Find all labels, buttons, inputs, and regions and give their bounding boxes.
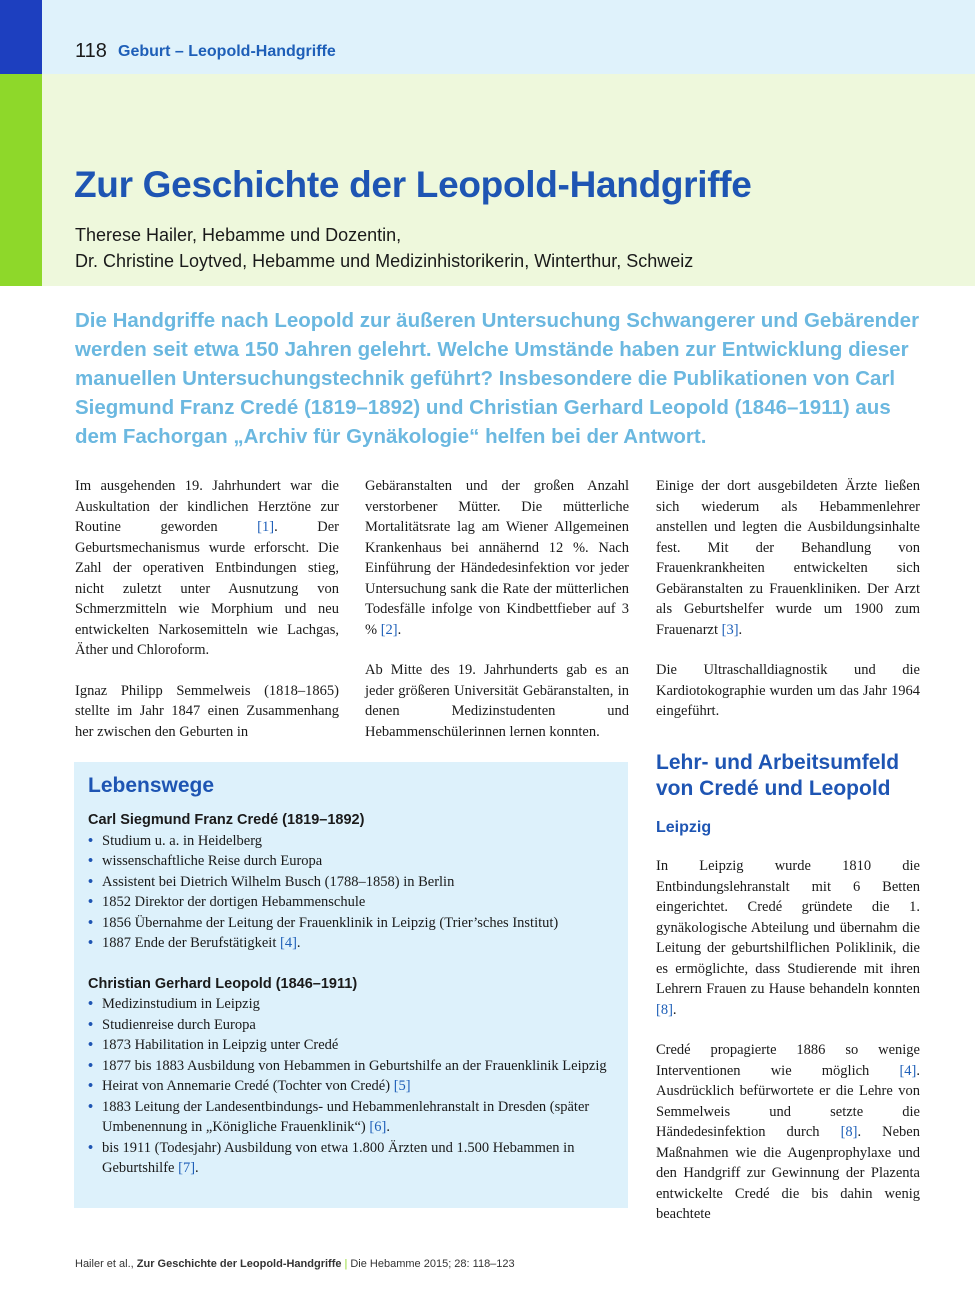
list-item: • 1873 Habilitation in Leipzig unter Credé (88, 1035, 614, 1056)
text-run: . Ausdrücklich befürwortete er die Lehre von Semmelweis und setzte die Händedesinfektion durch (656, 1062, 920, 1140)
side-marker-blue (0, 0, 42, 74)
text-run: Einige der dort ausgebildeten Ärzte ließen sich wiederum als Hebammenlehrer anstellen und legten die Ausbildungsinhalte fest. Mit der Behandlung von Frauenkrankheiten entwickelten sich Gebäranstalten zu Frauenkliniken. Der Arzt als Geburtshelfer wurde um 1900 zum Frauenarzt (656, 478, 920, 638)
bullet-icon: • (88, 1016, 94, 1033)
bullet-icon: • (88, 832, 94, 849)
text-run: Credé propagierte 1886 so wenige Interventionen wie möglich (656, 1042, 920, 1079)
footer-title: Zur Geschichte der Leopold-Handgriffe (136, 1258, 342, 1270)
reference-link[interactable]: [3] (721, 621, 739, 638)
running-head: Geburt – Leopold-Handgriffe (118, 43, 336, 60)
reference-link[interactable]: [8] (840, 1124, 858, 1140)
list-item: • 1877 bis 1883 Ausbildung von Hebammen in Geburtshilfe an der Frauenklinik Leipzig (88, 1056, 614, 1077)
paragraph (656, 856, 920, 1020)
text-run: . (397, 621, 402, 638)
bullet-icon: • (88, 1139, 94, 1156)
paragraph: Ignaz Philipp Semmelweis (1818–1865) stellte im Jahr 1847 einen Zusammenhang her zwischen den Geburten in (75, 682, 339, 740)
bullet-list (88, 831, 614, 954)
reference-link[interactable]: [1] (257, 519, 275, 535)
author-line: Dr. Christine Loytved, Hebamme und Medizinhistorikerin, Winterthur, Schweiz (75, 251, 694, 271)
reference-link[interactable]: [8] (656, 1001, 673, 1018)
bullet-icon: • (88, 914, 94, 931)
paragraph (656, 476, 920, 640)
paragraph (365, 476, 629, 640)
info-box-title: Lebenswege (88, 774, 215, 797)
reference-link[interactable]: [7] (178, 1160, 196, 1176)
reference-link[interactable]: [4] (279, 935, 297, 951)
list-item: • Studienreise durch Europa (88, 1015, 614, 1036)
list-item: • 1887 Ende der Berufstätigkeit [4]. (88, 933, 614, 954)
list-item: • bis 1911 (Todesjahr) Ausbildung von etwa 1.800 Ärzten und 1.500 Hebammen in Geburtshilfe [7]. (88, 1139, 575, 1176)
reference-link[interactable]: [4] (899, 1062, 917, 1079)
authors (75, 222, 693, 274)
text-column-2 (365, 476, 629, 762)
bullet-icon: • (88, 853, 94, 869)
paragraph (75, 476, 339, 661)
list-item: • 1883 Leitung der Landesentbindungs- und Hebammenlehranstalt in Dresden (später Umbenennung in „Königliche Frauenklinik“) [6]. (88, 1098, 590, 1135)
footer-authors: Hailer et al., (75, 1258, 137, 1270)
list-item: • 1852 Direktor der dortigen Hebammenschule (88, 892, 614, 913)
reference-link[interactable]: [2] (380, 621, 398, 638)
section-heading: Lehr- und Arbeitsumfeld von Credé und Leopold (656, 750, 900, 800)
header-band (0, 0, 975, 74)
reference-link[interactable]: [5] (393, 1078, 411, 1094)
bullet-icon: • (88, 894, 94, 910)
paragraph (656, 1040, 920, 1225)
page-number: 118 (75, 40, 107, 62)
bullet-icon: • (88, 935, 94, 951)
bullet-icon: • (88, 1057, 94, 1074)
lead-paragraph: Die Handgriffe nach Leopold zur äußeren Untersuchung Schwangerer und Gebärender werden seit etwa 150 Jahren gelehrt. Welche Umstände haben zur Entwicklung dieser manuellen Untersuchungstechnik geführt? Insbesondere die Publikationen von Carl Siegmund Franz Credé (1819–1892) und Christian Gerhard Leopold (1846–1911) aus dem Fachorgan „Archiv für Gynäkologie“ helfen bei der Antwort. (75, 309, 920, 448)
bullet-icon: • (88, 996, 94, 1012)
list-item: • Assistent bei Dietrich Wilhelm Busch (1788–1858) in Berlin (88, 872, 614, 893)
text-run: Im ausgehenden 19. Jahrhundert war die Auskultation der kindlichen Herztöne zur Routine geworden (75, 478, 339, 535)
reference-link[interactable]: [6] (369, 1119, 387, 1135)
bullet-list (88, 994, 614, 1179)
text-run: . (672, 1001, 677, 1018)
bullet-icon: • (88, 1037, 94, 1053)
text-run: Gebäranstalten und der großen Anzahl verstorbener Mütter. Die mütterliche Mortalitätsrate lag am Wiener Allgemeinen Krankenhaus bei annähernd 12 %. Nach Einführung der Händedesinfektion vor jeder Untersuchung sank die Rate der mütterlichen Todesfälle infolge von Kindbettfieber auf 3 % (365, 478, 629, 638)
list-item: • Studium u. a. in Heidelberg (88, 831, 614, 852)
person-name: Christian Gerhard Leopold (1846–1911) (88, 975, 358, 992)
text-column-1 (75, 476, 339, 762)
paragraph: Ab Mitte des 19. Jahrhunderts gab es an jeder größeren Universität Gebäranstalten, in denen Medizinstudenten und Hebammenschülerinnen lernen konnten. (365, 662, 629, 740)
bullet-icon: • (88, 1078, 94, 1094)
paragraph: Die Ultraschalldiagnostik und die Kardiotokographie wurden um das Jahr 1964 eingeführt. (656, 662, 920, 719)
text-run: In Leipzig wurde 1810 die Entbindungslehranstalt mit 6 Betten eingerichtet. Credé gründete die 1. gynäkologische Abteilung und übernahm die Leitung der geburtshilflichen Poliklinik, die es ermöglichte, dass Studierende mit ihren Lehrern Frauen zu Hause behandeln konnten (656, 858, 920, 997)
footer-separator: | (344, 1258, 348, 1270)
side-marker-green (0, 74, 42, 286)
list-item: • wissenschaftliche Reise durch Europa (88, 851, 614, 872)
text-column-3 (656, 476, 920, 1245)
list-item: • Heirat von Annemarie Credé (Tochter von Credé) [5] (88, 1076, 614, 1097)
author-line: Therese Hailer, Hebamme und Dozentin, (75, 225, 402, 245)
text-run: . Neben Maßnahmen wie die Augenprophylaxe und den Handgriff zur Gewinnung der Plazenta entwickelte Credé die bis dahin wenig beachtete (656, 1124, 920, 1222)
person-name: Carl Siegmund Franz Credé (1819–1892) (88, 812, 365, 828)
subheading: Leipzig (656, 818, 712, 836)
bullet-icon: • (88, 873, 94, 890)
page-footer (75, 1258, 515, 1270)
list-item: • Medizinstudium in Leipzig (88, 994, 614, 1015)
footer-journal: Die Hebamme 2015; 28: 118–123 (350, 1258, 515, 1270)
text-run: . Der Geburtsmechanismus wurde erforscht. Die Zahl der operativen Entbindungen stieg, nicht zuletzt unter Ausnutzung von Schmerzmitteln wie Morphium und neu entwickelten Narkosemitteln wie Lachgas, Äther und Chloroform. (75, 519, 339, 658)
info-box-lebenswege (74, 762, 628, 1208)
text-run: . (738, 621, 743, 638)
bullet-icon: • (88, 1098, 94, 1115)
article-title: Zur Geschichte der Leopold-Handgriffe (74, 164, 752, 205)
list-item: • 1856 Übernahme der Leitung der Frauenklinik in Leipzig (Trier’sches Institut) (88, 913, 614, 934)
